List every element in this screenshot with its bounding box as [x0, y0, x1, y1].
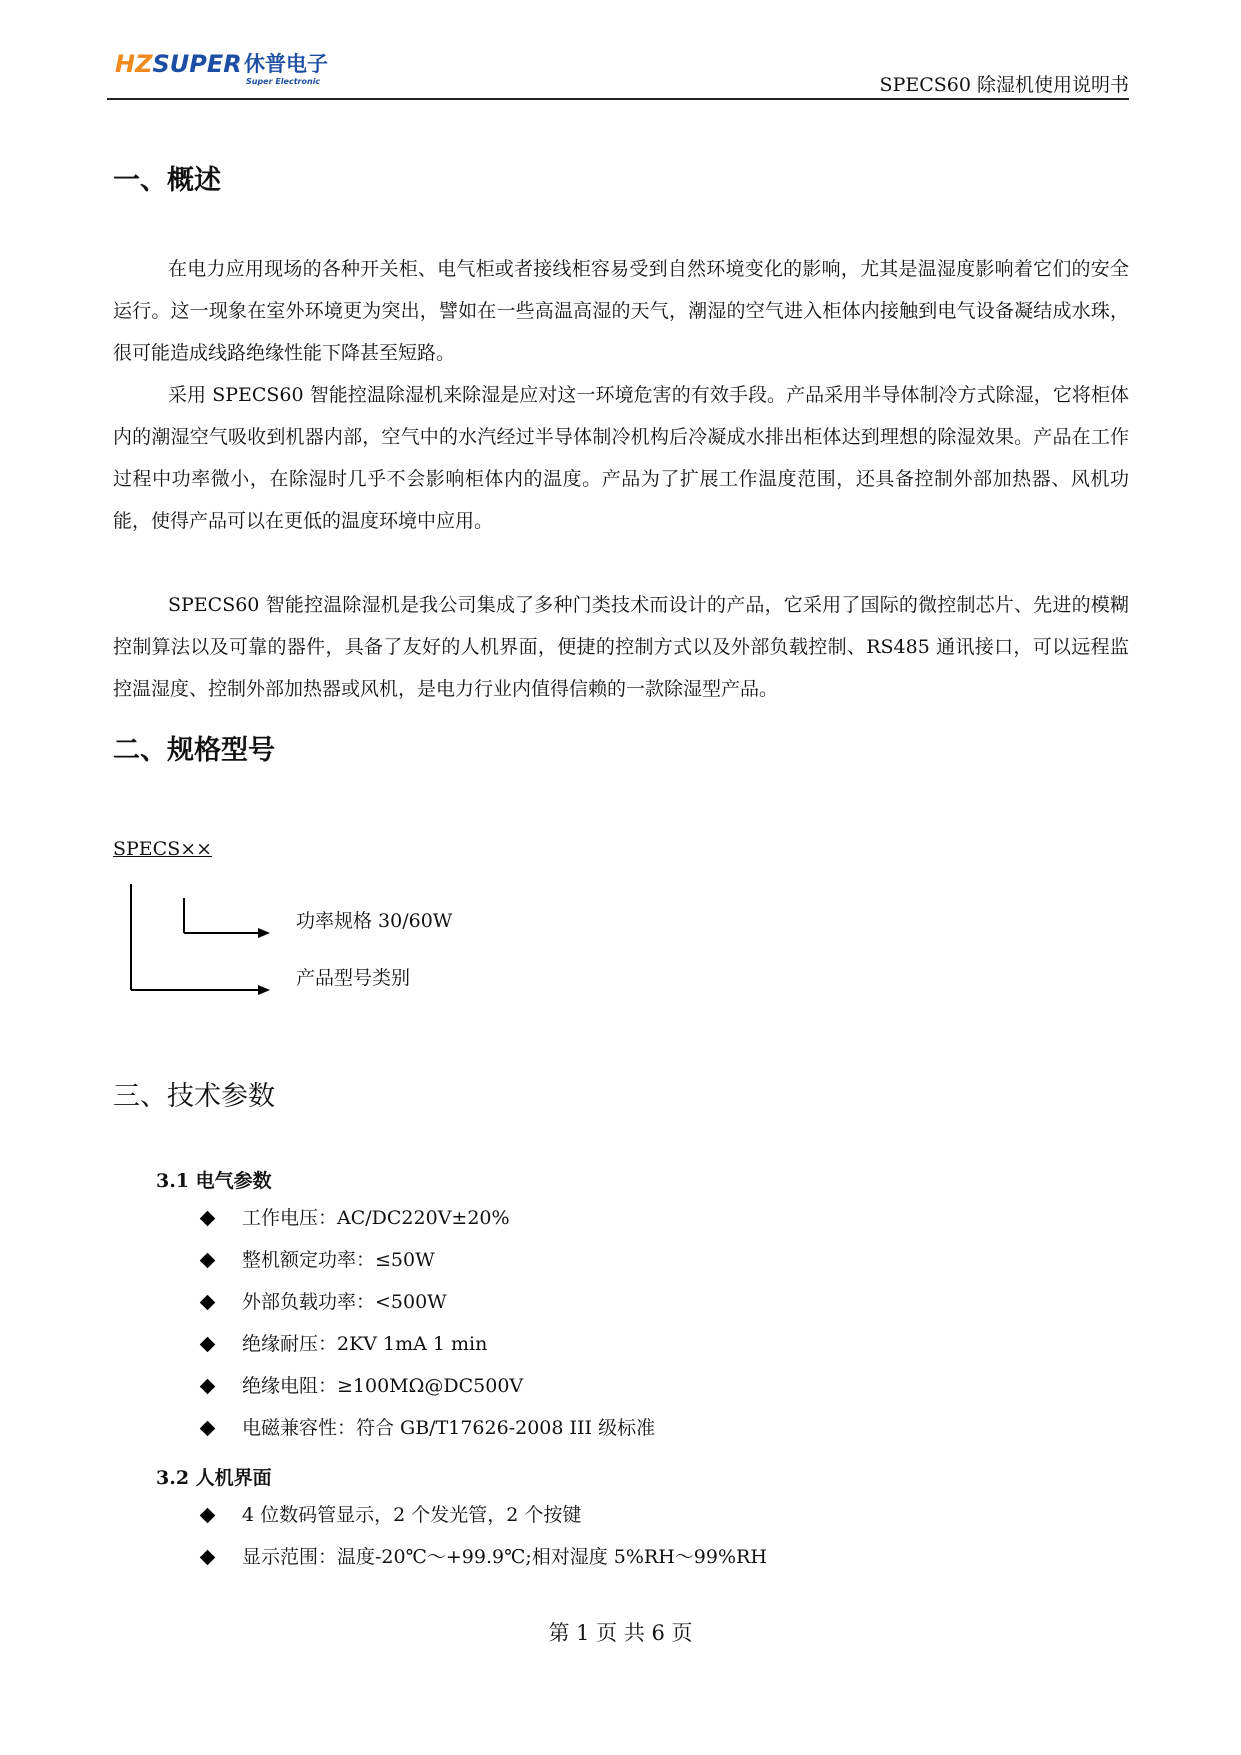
- logo-latin-suffix: SUPER: [152, 50, 242, 78]
- diamond-bullet-icon: [200, 1420, 216, 1436]
- overview-paragraph-2: 采用 SPECS60 智能控温除湿机来除湿是应对这一环境危害的有效手段。产品采用半导体制冷方式除湿，它将柜体内的潮湿空气吸收到机器内部，空气中的水汽经过半导体制冷机构后冷凝成水排出柜体达到理想的除湿效果。产品在工作过程中功率微小，在除湿时几乎不会影响柜体内的温度。产品为了扩展工作温度范围，还具备控制外部加热器、风机功能，使得产品可以在更低的温度环境中应用。: [113, 384, 1129, 532]
- hmi-list: [198, 1494, 767, 1578]
- product-type-label: 产品型号类别: [296, 967, 411, 989]
- diamond-bullet-icon: [200, 1549, 216, 1565]
- overview-paragraph-3: SPECS60 智能控温除湿机是我公司集成了多种门类技术而设计的产品，它采用了国际的微控制芯片、先进的模糊控制算法以及可靠的器件，具备了友好的人机界面，便捷的控制方式以及外部负载控制、RS485 通讯接口，可以远程监控温湿度、控制外部加热器或风机，是电力行业内值得信赖的一款除湿型产品。: [113, 594, 1129, 700]
- diamond-bullet-icon: [200, 1336, 216, 1352]
- diamond-bullet-icon: [200, 1507, 216, 1523]
- list-item: [198, 1536, 767, 1578]
- electrical-params-list: [198, 1197, 655, 1449]
- logo-sub: Super Electronic: [246, 77, 321, 86]
- list-item-text: 电磁兼容性：符合 GB/T17626-2008 III 级标准: [242, 1417, 656, 1439]
- section-heading-tech-params: 三、技术参数: [113, 1081, 275, 1112]
- list-item: [198, 1365, 655, 1407]
- list-item-text: 工作电压：AC/DC220V±20%: [242, 1207, 510, 1229]
- list-item: [198, 1197, 655, 1239]
- subsection-hmi: 3.2 人机界面: [156, 1467, 272, 1489]
- header-divider: [107, 98, 1129, 100]
- list-item-text: 4 位数码管显示，2 个发光管，2 个按键: [242, 1504, 582, 1526]
- diamond-bullet-icon: [200, 1210, 216, 1226]
- list-item: [198, 1323, 655, 1365]
- list-item-text: 绝缘耐压：2KV 1mA 1 min: [242, 1333, 488, 1355]
- overview-paragraph-1: 在电力应用现场的各种开关柜、电气柜或者接线柜容易受到自然环境变化的影响，尤其是温湿度影响着它们的安全运行。这一现象在室外环境更为突出，譬如在一些高温高湿的天气，潮湿的空气进入柜体内接触到电气设备凝结成水珠，很可能造成线路绝缘性能下降甚至短路。: [113, 258, 1129, 364]
- logo-brand-latin: [115, 50, 242, 78]
- diamond-bullet-icon: [200, 1294, 216, 1310]
- logo-brand-cn: 休普电子: [244, 52, 328, 76]
- section-heading-overview: 一、概述: [113, 165, 221, 196]
- list-item: [198, 1494, 767, 1536]
- list-item-text: 显示范围：温度-20℃～+99.9℃;相对湿度 5%RH～99%RH: [242, 1546, 767, 1568]
- section-heading-specification: 二、规格型号: [113, 735, 275, 766]
- page-number: 第 1 页 共 6 页: [548, 1621, 693, 1645]
- model-code-diagram: [130, 884, 290, 1004]
- list-item-text: 绝缘电阻：≥100MΩ@DC500V: [242, 1375, 524, 1397]
- list-item: [198, 1239, 655, 1281]
- company-logo: [113, 48, 343, 90]
- power-arrow-head: [258, 928, 270, 938]
- logo-latin-prefix: HZ: [115, 50, 153, 78]
- list-item-text: 外部负载功率：<500W: [242, 1291, 447, 1313]
- list-item: [198, 1407, 655, 1449]
- diamond-bullet-icon: [200, 1378, 216, 1394]
- list-item-text: 整机额定功率：≤50W: [242, 1249, 435, 1271]
- type-arrow-head: [258, 985, 270, 995]
- subsection-electrical-params: 3.1 电气参数: [156, 1170, 272, 1192]
- model-code: SPECS××: [113, 838, 213, 860]
- diamond-bullet-icon: [200, 1252, 216, 1268]
- list-item: [198, 1281, 655, 1323]
- document-title: SPECS60 除湿机使用说明书: [879, 74, 1129, 96]
- power-spec-label: 功率规格 30/60W: [296, 910, 453, 932]
